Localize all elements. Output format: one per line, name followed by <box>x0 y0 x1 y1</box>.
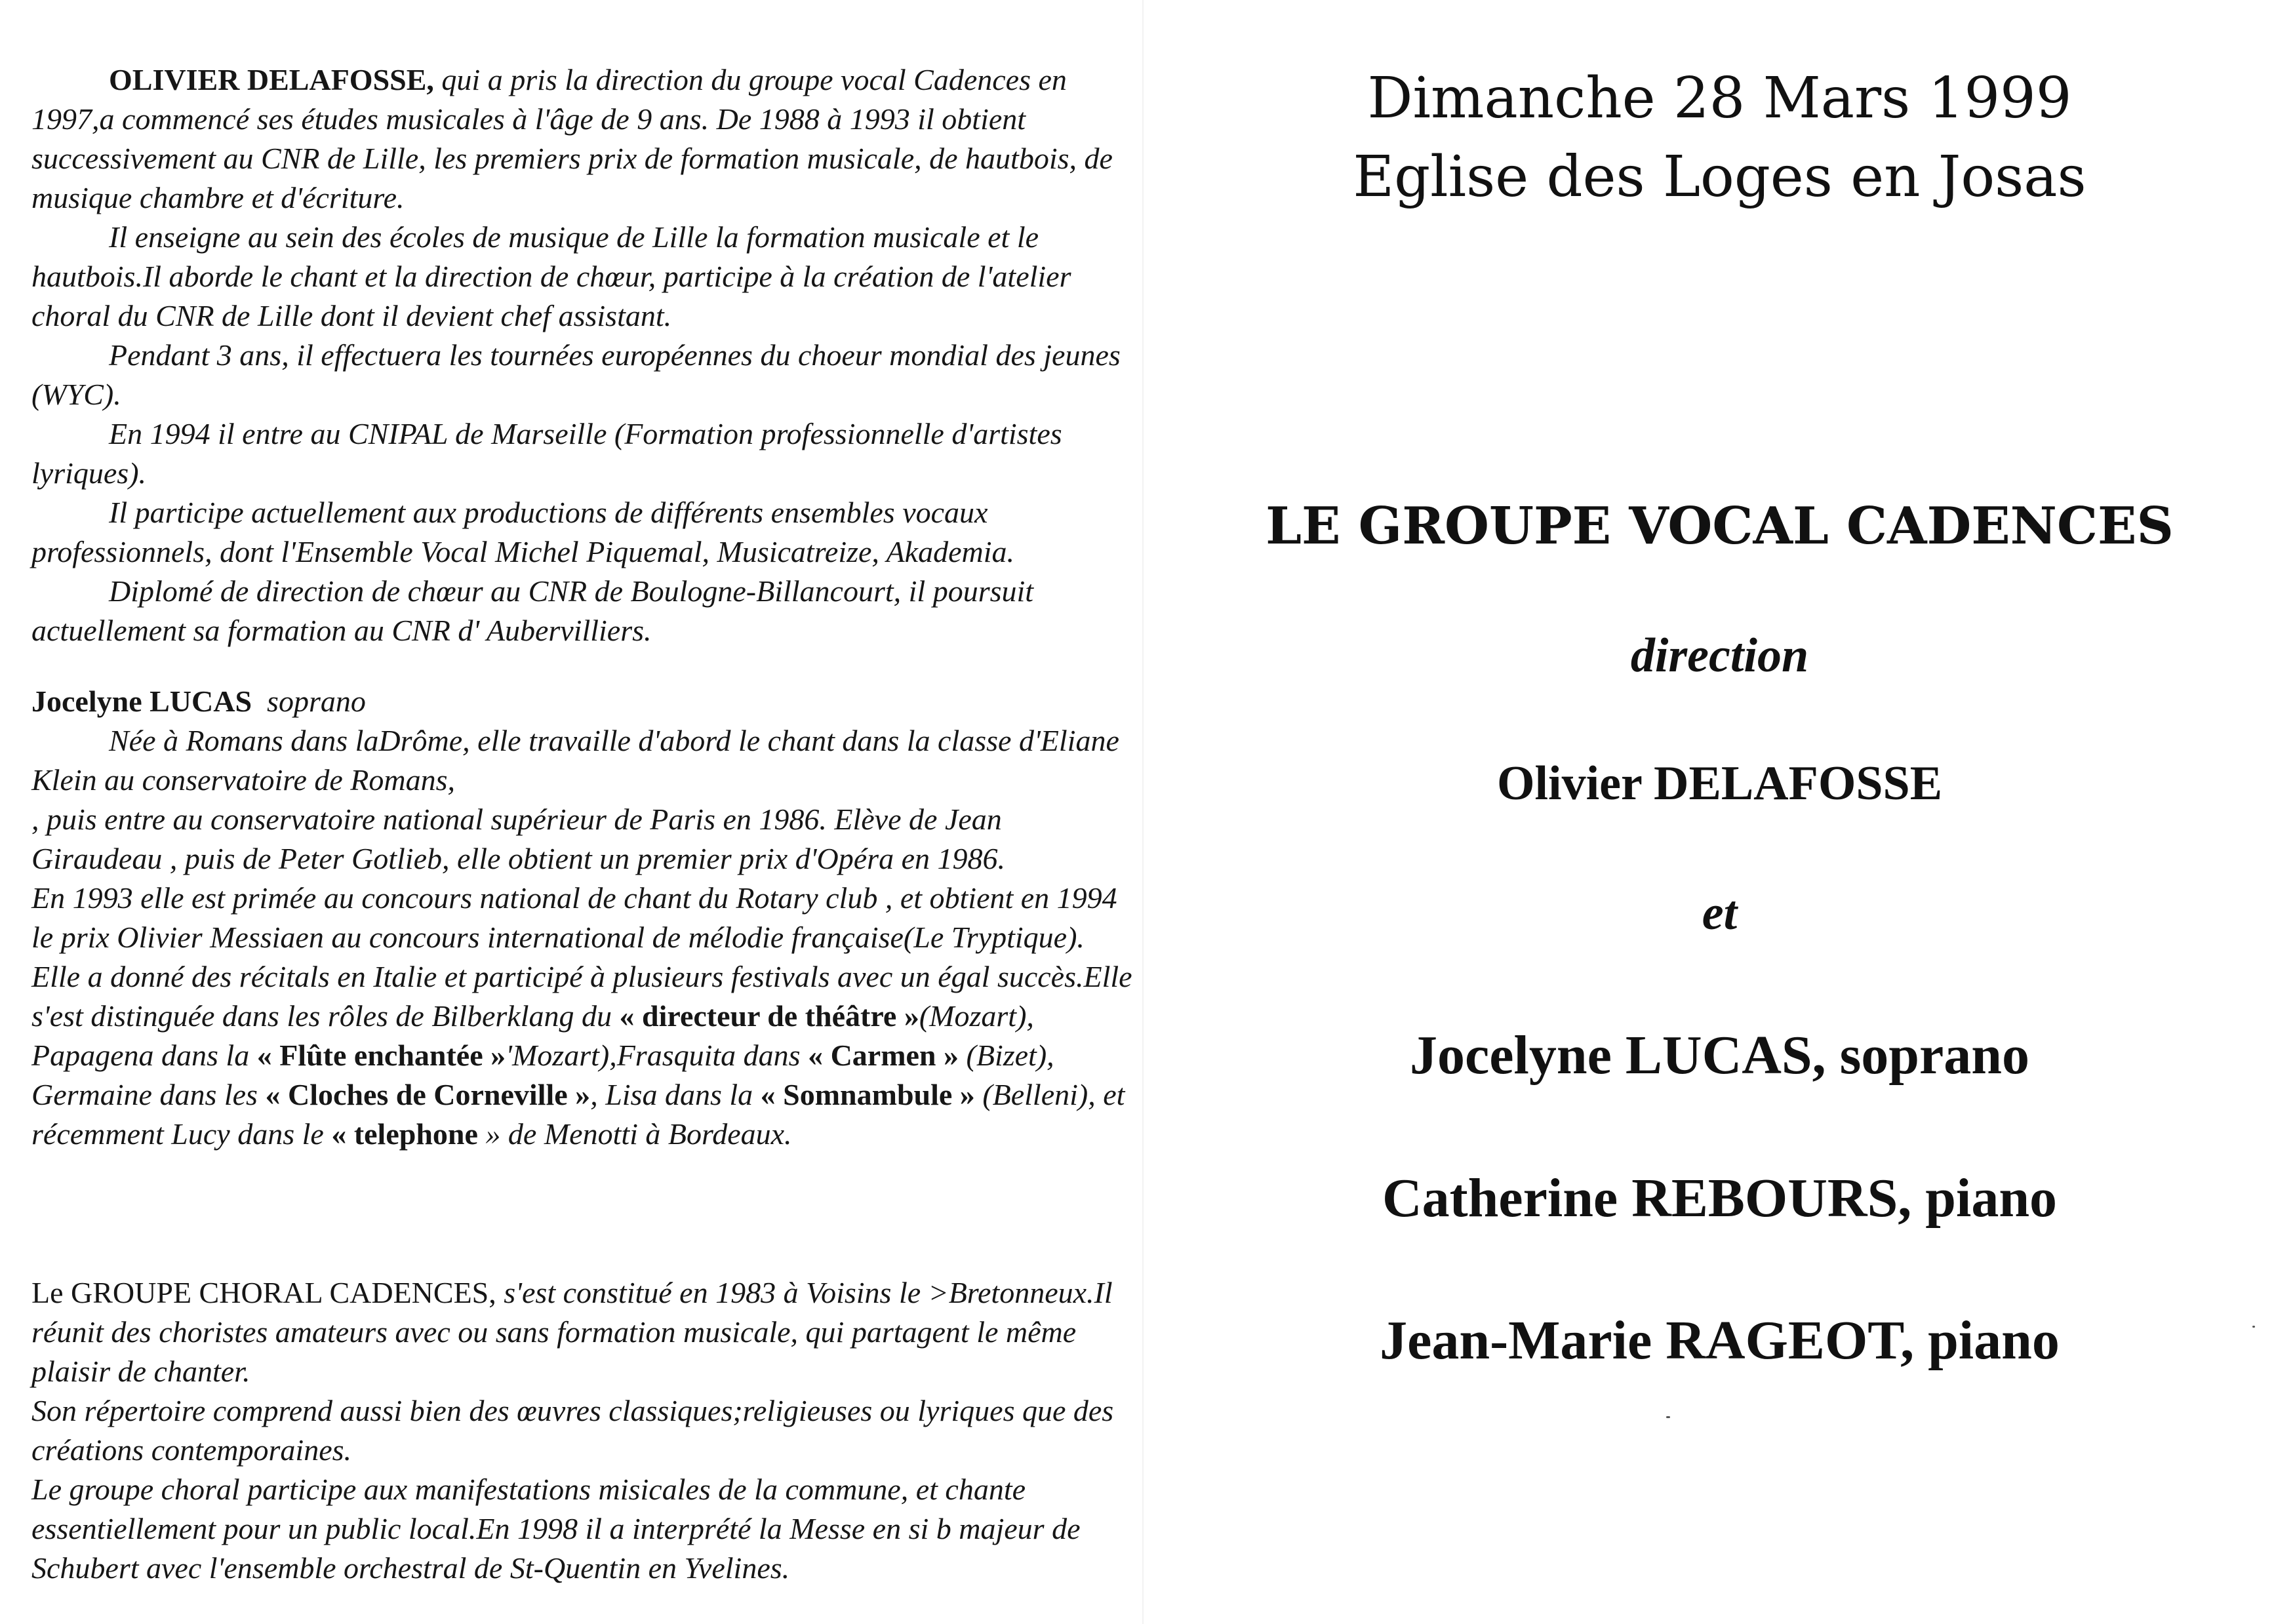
delafosse-paragraph-6: Diplomé de direction de chœur au CNR de Boulogne-Billancourt, il poursuit actuellement sa formation au CNR d' Aubervilliers. <box>31 574 1034 647</box>
lucas-paragraph-3: En 1993 elle est primée au concours national de chant du Rotary club , et obtient en 1994 le prix Olivier Messiaen au concours international de mélodie française(Le Tryptique). <box>31 881 1117 954</box>
delafosse-paragraph-4: En 1994 il entre au CNIPAL de Marseille (Formation professionnelle d'artistes lyriques). <box>31 417 1062 490</box>
role-flute-enchantee: « Flûte enchantée » <box>256 1039 506 1072</box>
lucas-voice: soprano <box>267 684 366 718</box>
conductor-name: Olivier DELAFOSSE <box>1496 757 1943 810</box>
role-directeur-theatre: « directeur de théâtre » <box>619 999 919 1033</box>
lucas-heading <box>31 682 1140 721</box>
performer-piano-2: Jean-Marie RAGEOT, piano <box>1380 1310 2060 1371</box>
cadences-text-1: s'est constitué en 1983 à Voisins le >Bretonneux.Il réunit des choristes amateurs avec ou sans formation musicale, qui partagent le même plaisir de chanter. <box>31 1276 1113 1388</box>
page-fold <box>1142 0 1144 1624</box>
scan-speck <box>1666 1416 1670 1418</box>
delafosse-biography <box>31 60 1140 650</box>
delafosse-paragraph-1 <box>31 60 1140 218</box>
role-carmen: « Carmen » <box>808 1039 959 1072</box>
concert-venue: Eglise des Loges en Josas <box>1353 144 2086 210</box>
direction-label: direction <box>1630 629 1809 683</box>
and-label: et <box>1702 886 1738 940</box>
right-page <box>1144 0 2295 1624</box>
lucas-text-4g: » de Menotti à Bordeaux. <box>477 1117 792 1151</box>
concert-date: Dimanche 28 Mars 1999 <box>1367 66 2072 131</box>
cadences-paragraph-1 <box>31 1273 1140 1391</box>
delafosse-text-1: qui a pris la direction du groupe vocal Cadences en 1997,a commencé ses études musicales à l'âge de 9 ans. De 1988 à 1993 il obtient successivement au CNR de Lille, les premiers prix de formation musicale, de hautbois, de musique chambre et d'écriture. <box>31 63 1113 214</box>
role-somnambule: « Somnambule » <box>760 1078 975 1111</box>
lucas-name: Jocelyne LUCAS <box>31 684 252 718</box>
lucas-text-4a: Elle a donné des récitals en Italie et participé à plusieurs festivals avec un égal succès.Elle s'est distinguée dans les rôles de Bilberklang du <box>31 960 1132 1033</box>
scan-speck <box>2252 1326 2255 1328</box>
lucas-text-4b: (Mozart), Papagena dans la <box>31 999 1034 1072</box>
lucas-text-4e: , Lisa dans la <box>590 1078 761 1111</box>
cadences-paragraph-2: Son répertoire comprend aussi bien des œuvres classiques;religieuses ou lyriques que des créations contemporaines. <box>31 1394 1114 1467</box>
lucas-text-4c: 'Mozart),Frasquita dans <box>506 1039 808 1072</box>
role-cloches-corneville: « Cloches de Corneville » <box>265 1078 591 1111</box>
lucas-biography <box>31 682 1140 1154</box>
group-title: LE GROUPE VOCAL CADENCES <box>1266 496 2174 556</box>
delafosse-paragraph-2: Il enseigne au sein des écoles de musique de Lille la formation musicale et le hautbois.Il aborde le chant et la direction de chœur, participe à la création de l'atelier choral du CNR de Lille dont il devient chef assistant. <box>31 220 1071 332</box>
lucas-paragraph-1: Née à Romans dans laDrôme, elle travaille d'abord le chant dans la classe d'Eliane Klein au conservatoire de Romans, <box>31 724 1119 797</box>
lucas-paragraph-4 <box>31 957 1140 1154</box>
cadences-biography <box>31 1273 1140 1588</box>
delafosse-paragraph-3: Pendant 3 ans, il effectuera les tournées européennes du choeur mondial des jeunes (WYC). <box>31 338 1121 411</box>
delafosse-paragraph-5: Il participe actuellement aux productions de différents ensembles vocaux professionnels, dont l'Ensemble Vocal Michel Piquemal, Musicatreize, Akademia. <box>31 496 1015 568</box>
delafosse-name: OLIVIER DELAFOSSE, <box>109 63 434 96</box>
left-page <box>0 0 1144 1624</box>
lucas-text-4f: (Belleni), et récemment Lucy dans le <box>31 1078 1125 1151</box>
cadences-name: Le GROUPE CHORAL CADENCES, <box>31 1276 496 1309</box>
performer-soprano: Jocelyne LUCAS, soprano <box>1409 1025 2030 1086</box>
performer-piano-1: Catherine REBOURS, piano <box>1382 1168 2058 1229</box>
cadences-paragraph-3: Le groupe choral participe aux manifestations misicales de la commune, et chante essentiellement pour un public local.En 1998 il a interprété la Messe en si b majeur de Schubert avec l'ensemble orchestral de St-Quentin en Yvelines. <box>31 1473 1081 1585</box>
lucas-paragraph-2: , puis entre au conservatoire national supérieur de Paris en 1986. Elève de Jean Giraudeau , puis de Peter Gotlieb, elle obtient un premier prix d'Opéra en 1986. <box>31 802 1005 875</box>
lucas-text-4d: (Bizet), Germaine dans les <box>31 1039 1054 1111</box>
role-telephone: « telephone <box>331 1117 478 1151</box>
